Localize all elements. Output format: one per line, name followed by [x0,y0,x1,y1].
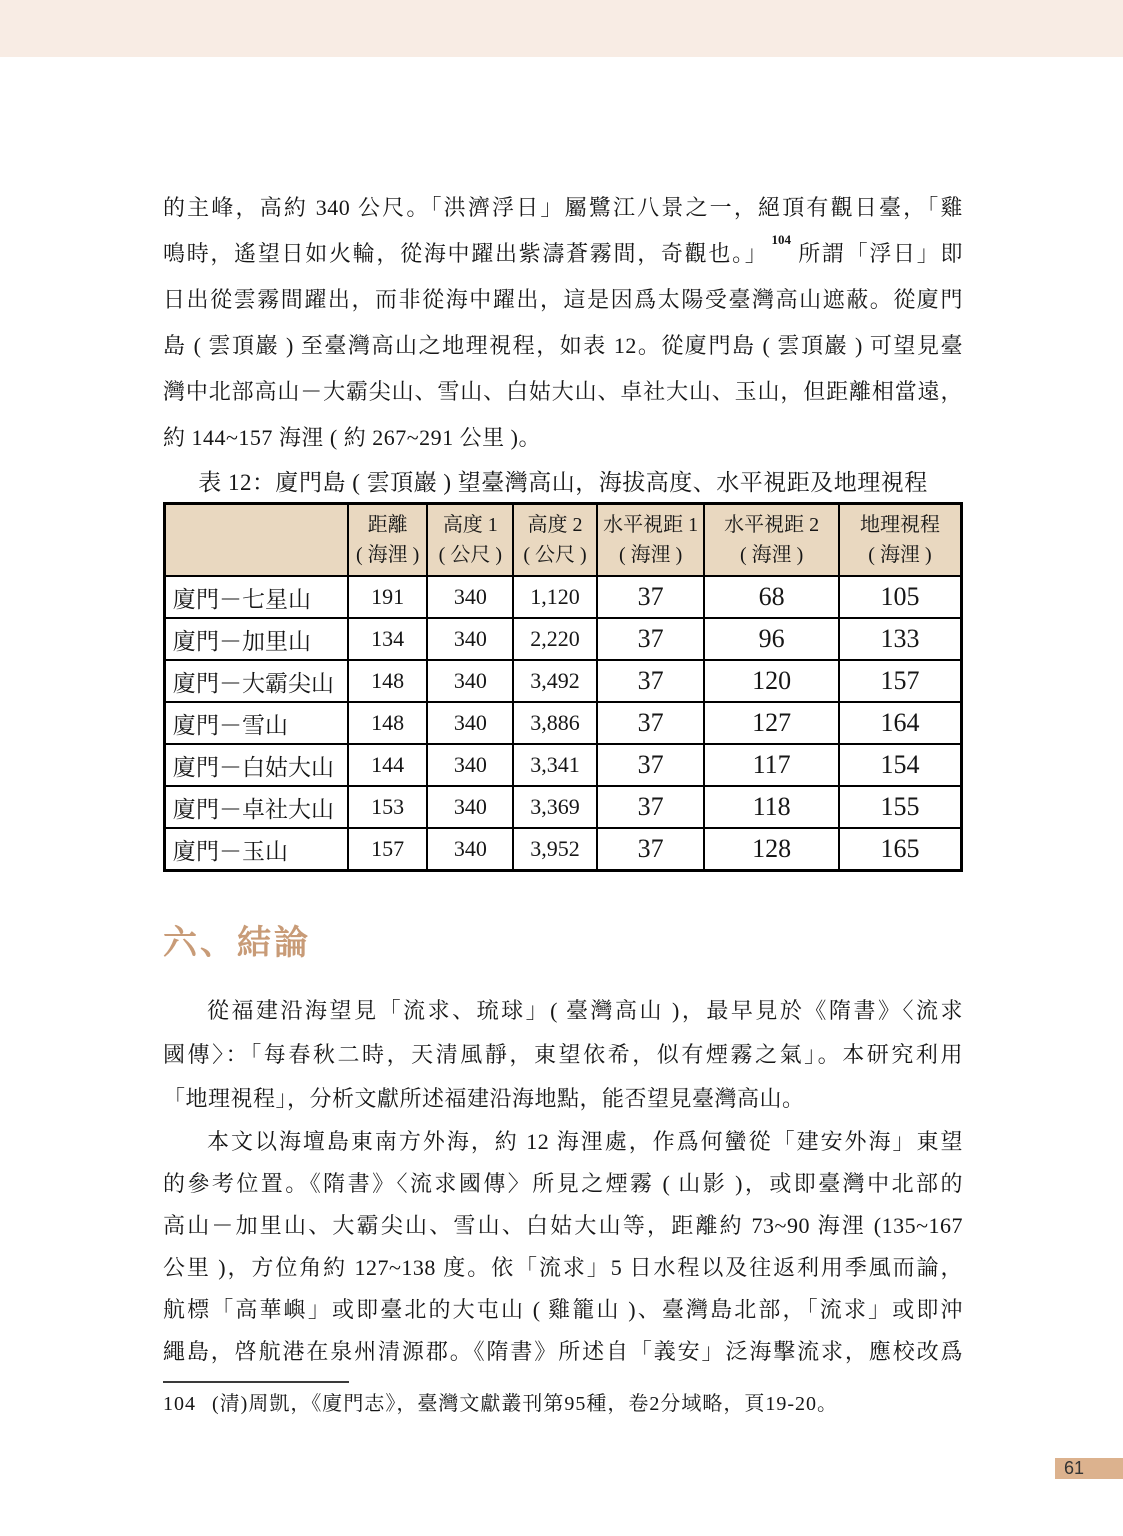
value-cell: 148 [348,702,428,744]
text-line: 高山－加里山、大霸尖山、雪山、白姑大山等，距離約 73~90 海浬 (135~167 [163,1213,963,1238]
row-label-cell: 廈門－白姑大山 [165,744,348,786]
value-cell: 37 [597,786,705,828]
footnote-marker: 104 [163,1393,196,1415]
value-cell: 340 [427,702,513,744]
text-line [163,231,963,277]
table-row [165,744,962,786]
section-heading: 六、結論 [163,924,311,962]
value-cell: 164 [839,702,962,744]
footnote [163,1390,963,1418]
table-row [165,702,962,744]
value-cell: 1,120 [513,576,597,618]
value-cell: 340 [427,660,513,702]
value-cell: 148 [348,660,428,702]
text-line: 島 ( 雲頂巖 ) 至臺灣高山之地理視程，如表 12。從廈門島 ( 雲頂巖 ) 可望見臺 [163,333,963,358]
page-number-badge [1055,1458,1123,1479]
value-cell: 3,341 [513,744,597,786]
value-cell: 340 [427,786,513,828]
value-cell: 127 [704,702,838,744]
column-header: 高度 1 ( 公尺 ) [427,504,513,577]
row-label-cell: 廈門－大霸尖山 [165,660,348,702]
column-header [165,504,348,577]
value-cell: 3,492 [513,660,597,702]
value-cell: 191 [348,576,428,618]
table-row [165,618,962,660]
value-cell: 340 [427,828,513,871]
text-line: 公里 )，方位角約 127~138 度。依「流求」5 日水程以及往返利用季風而論， [163,1255,963,1280]
value-cell: 154 [839,744,962,786]
value-cell: 128 [704,828,838,871]
text-line: 國傳〉：「每春秋二時，天清風靜，東望依希，似有煙霧之氣」。本研究利用 [163,1042,963,1067]
value-cell: 120 [704,660,838,702]
body-paragraph-2 [163,989,963,1121]
row-label-cell: 廈門－玉山 [165,828,348,871]
visibility-table [163,502,963,872]
table-row [165,786,962,828]
text-line: 「地理視程」，分析文獻所述福建沿海地點，能否望見臺灣高山。 [163,1086,805,1111]
column-header: 水平視距 1 ( 海浬 ) [597,504,705,577]
column-header: 水平視距 2 ( 海浬 ) [704,504,838,577]
value-cell: 37 [597,702,705,744]
page-number: 61 [1064,1458,1085,1478]
value-cell: 153 [348,786,428,828]
column-header: 地理視程 ( 海浬 ) [839,504,962,577]
value-cell: 2,220 [513,618,597,660]
table-row [165,660,962,702]
text-line: 繩島，啓航港在泉州清源郡。《隋書》所述自「義安」泛海擊流求，應校改爲 [163,1339,963,1364]
text-line: 灣中北部高山－大霸尖山、雪山、白姑大山、卓社大山、玉山，但距離相當遠， [163,379,963,404]
value-cell: 37 [597,576,705,618]
text-line: 的參考位置。《隋書》〈流求國傳〉所見之煙霧 ( 山影 )，或即臺灣中北部的 [163,1171,963,1196]
value-cell: 157 [839,660,962,702]
row-label-cell: 廈門－雪山 [165,702,348,744]
value-cell: 3,369 [513,786,597,828]
table-row [165,576,962,618]
value-cell: 144 [348,744,428,786]
value-cell: 96 [704,618,838,660]
value-cell: 37 [597,618,705,660]
value-cell: 68 [704,576,838,618]
value-cell: 117 [704,744,838,786]
footnote-text: (清)周凱，《廈門志》，臺灣文獻叢刊第95種，卷2分域略，頁19-20。 [212,1393,838,1415]
value-cell: 155 [839,786,962,828]
text-line: 約 144~157 海浬 ( 約 267~291 公里 )。 [163,425,541,450]
row-label-cell: 廈門－加里山 [165,618,348,660]
page-content [163,57,963,1418]
column-header: 高度 2 ( 公尺 ) [513,504,597,577]
value-cell: 118 [704,786,838,828]
row-label-cell: 廈門－卓社大山 [165,786,348,828]
value-cell: 37 [597,828,705,871]
value-cell: 340 [427,744,513,786]
value-cell: 3,952 [513,828,597,871]
text-segment: 鳴時，遙望日如火輪，從海中躍出紫濤蒼霧間，奇觀也。」 [163,241,769,266]
body-paragraph-3 [163,1121,963,1373]
column-header: 距離 ( 海浬 ) [348,504,428,577]
text-line: 從福建沿海望見「流求、琉球」( 臺灣高山 )，最早見於《隋書》〈流求 [207,998,963,1023]
top-banner [0,0,1123,57]
text-line: 本文以海壇島東南方外海，約 12 海浬處，作爲何蠻從「建安外海」東望 [207,1129,963,1154]
text-line: 的主峰，高約 340 公尺。「洪濟浮日」屬鷺江八景之一，絕頂有觀日臺，「雞 [163,195,963,220]
body-paragraph-1 [163,185,963,461]
value-cell: 105 [839,576,962,618]
value-cell: 340 [427,618,513,660]
value-cell: 340 [427,576,513,618]
table-caption: 表 12：廈門島 ( 雲頂巖 ) 望臺灣高山，海拔高度、水平視距及地理視程 [198,470,928,495]
value-cell: 134 [348,618,428,660]
text-line: 日出從雲霧間躍出，而非從海中躍出，這是因爲太陽受臺灣高山遮蔽。從廈門 [163,287,963,312]
text-segment: 所謂「浮日」即 [797,241,963,266]
value-cell: 165 [839,828,962,871]
text-line: 航標「高華嶼」或即臺北的大屯山 ( 雞籠山 )、臺灣島北部，「流求」或即沖 [163,1297,963,1322]
value-cell: 37 [597,660,705,702]
table-row [165,828,962,871]
footnote-ref: 104 [771,231,791,247]
value-cell: 3,886 [513,702,597,744]
row-label-cell: 廈門－七星山 [165,576,348,618]
table-header-row [165,504,962,577]
value-cell: 37 [597,744,705,786]
value-cell: 157 [348,828,428,871]
value-cell: 133 [839,618,962,660]
footnote-rule [163,1381,349,1383]
